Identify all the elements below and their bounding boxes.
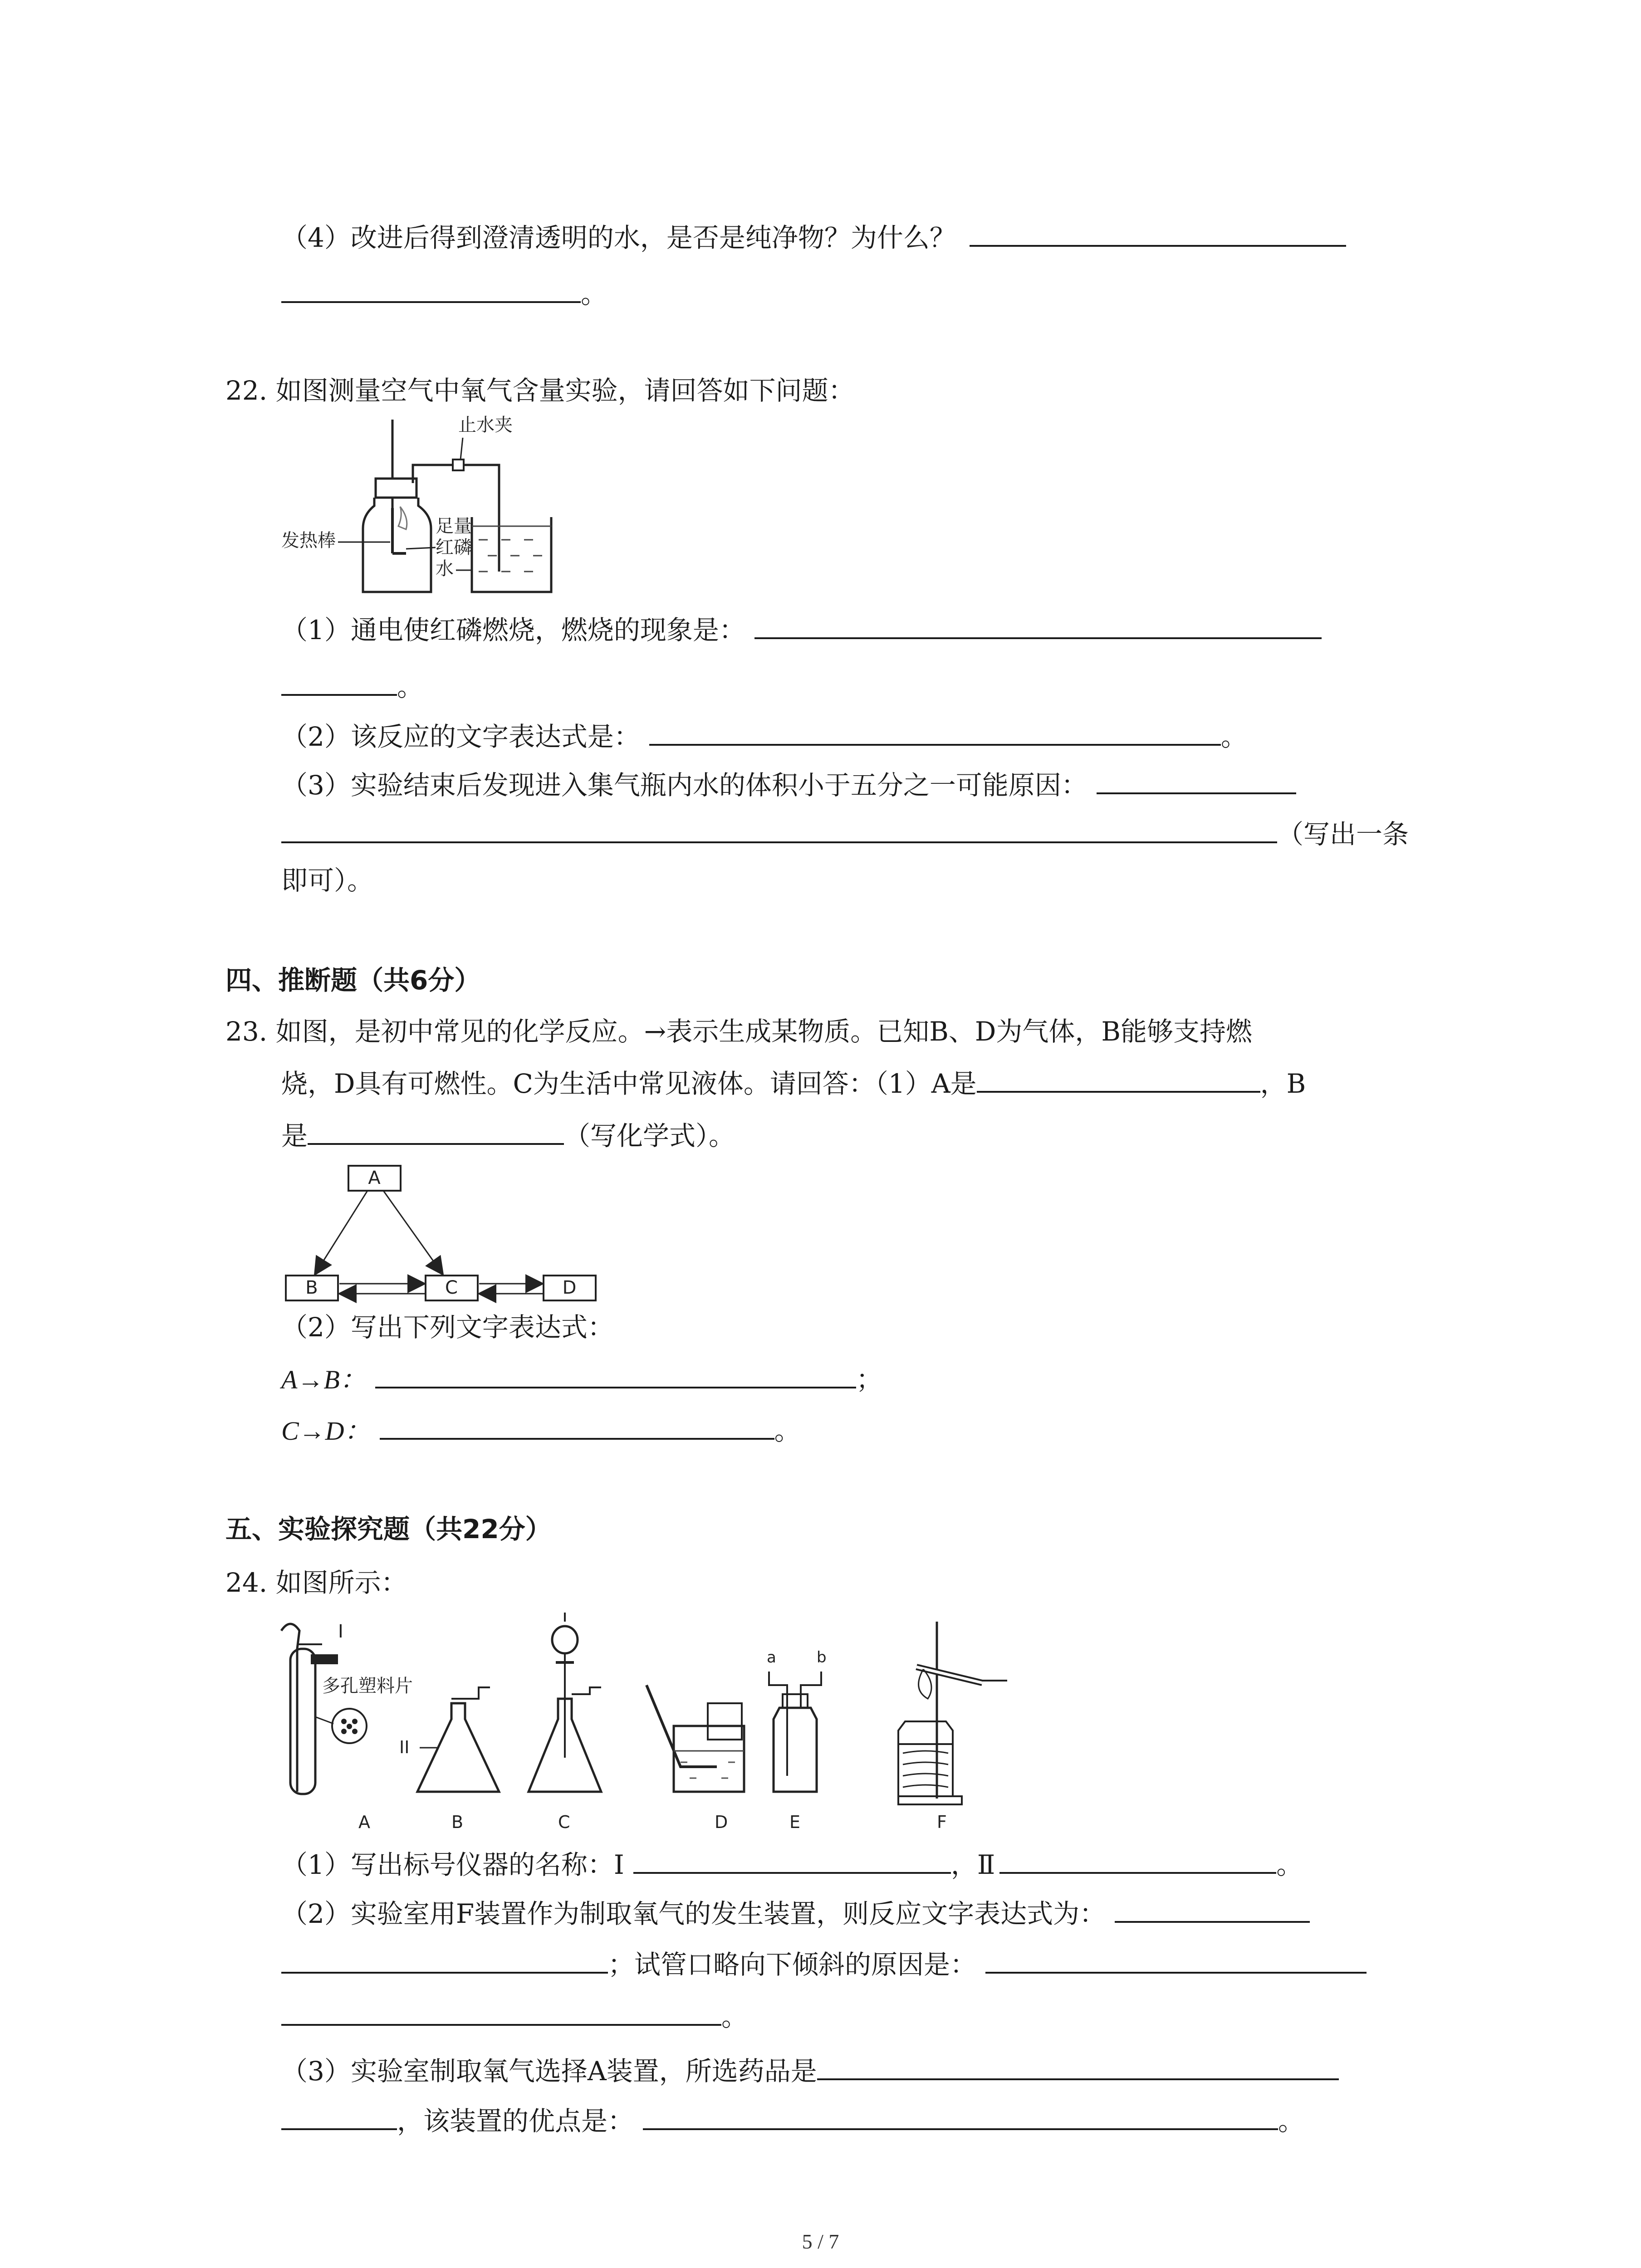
section-5-title: 五、实验探究题（共22分）	[225, 1514, 552, 1545]
q22-sub1	[281, 614, 1322, 646]
q22-sub3-blank-2[interactable]	[281, 819, 1277, 843]
q23-cd-end: 。	[774, 1415, 801, 1446]
q23-stem-line3-a: 是	[281, 1120, 308, 1151]
q24-sub3	[281, 2055, 1339, 2087]
q22-sub1-cont	[281, 670, 423, 703]
q21-sub4	[281, 221, 1346, 254]
q23-ab-blank[interactable]	[375, 1364, 856, 1388]
q24-app-a: A	[358, 1812, 370, 1832]
q24-sub2-end: 。	[721, 2001, 748, 2032]
q23-stem-line2-a: 烧，D具有可燃性。C为生活中常见液体。请回答：（1）A是	[281, 1068, 977, 1099]
q23-stem-line3-b: （写化学式）。	[564, 1120, 735, 1151]
q22-sub2-text: （2）该反应的文字表达式是：	[281, 721, 640, 752]
q24-sub2-blank-3[interactable]	[985, 1949, 1367, 1974]
q22-sub3-end: 即可）。	[281, 865, 374, 896]
q23-ab-end: ；	[856, 1364, 882, 1395]
q21-answer-blank-1[interactable]	[970, 222, 1346, 247]
page-number: 5 / 7	[802, 2230, 839, 2253]
q21-answer-blank-2[interactable]	[281, 279, 581, 303]
q24-sub1-text: （1）写出标号仪器的名称：Ⅰ	[281, 1849, 624, 1880]
q24-sub2-blank-4[interactable]	[281, 2001, 721, 2026]
q22-sub3-cont	[281, 818, 1409, 850]
q22-sub2-end: 。	[1220, 721, 1247, 752]
q24-label-a: a	[767, 1648, 776, 1667]
q22-label-rod: 发热棒	[281, 530, 336, 551]
q24-sub3-blank-3[interactable]	[643, 2106, 1278, 2130]
q23-stem-line2	[281, 1067, 1306, 1100]
q22-label-clamp: 止水夹	[458, 415, 513, 435]
q22-oxygen-apparatus-figure	[281, 411, 590, 599]
q23-ab-label: A→B：	[281, 1365, 366, 1394]
q21-end-mark: 。	[581, 279, 607, 309]
q24-sub1-blank-1[interactable]	[633, 1849, 951, 1874]
q24-sub1-blank-2[interactable]	[999, 1849, 1276, 1874]
q21-sub4-text: （4）改进后得到澄清透明的水，是否是纯净物？为什么？	[281, 222, 956, 253]
q24-sub1-end: 。	[1276, 1849, 1303, 1880]
q22-label-water: 水	[436, 558, 454, 579]
q22-sub2	[281, 720, 1247, 753]
q23-reaction-diagram	[281, 1161, 608, 1311]
q23-box-b: B	[305, 1277, 318, 1298]
q24-label-plate: 多孔塑料片	[322, 1676, 413, 1696]
q24-app-d: D	[715, 1812, 728, 1832]
q22-sub3-tail: （写出一条	[1277, 819, 1409, 850]
q22-sub1-blank-2[interactable]	[281, 671, 397, 696]
q24-label-b: b	[817, 1648, 827, 1667]
q24-app-e: E	[789, 1812, 801, 1832]
q24-app-f: F	[937, 1812, 947, 1832]
q24-sub2-text: （2）实验室用F装置作为制取氧气的发生装置，则反应文字表达式为：	[281, 1898, 1106, 1929]
q23-stem-line1: 23. 如图，是初中常见的化学反应。→表示生成某物质。已知B、D为气体，B能够支持燃	[225, 1016, 1253, 1047]
q22-stem: 22. 如图测量空气中氧气含量实验，请回答如下问题：	[225, 375, 855, 406]
q24-app-b: B	[451, 1812, 464, 1832]
q22-sub1-text: （1）通电使红磷燃烧，燃烧的现象是：	[281, 615, 745, 645]
q24-label-two: II	[399, 1737, 410, 1757]
q24-sub2-cont2	[281, 2000, 748, 2033]
q23-stem-line2-b: ，B	[1260, 1068, 1306, 1099]
q24-sub2	[281, 1897, 1310, 1930]
q22-sub1-blank[interactable]	[754, 615, 1322, 639]
q22-sub3	[281, 769, 1296, 802]
q22-label-amount: 足量	[436, 516, 472, 537]
q24-sub1	[281, 1848, 1303, 1881]
q23-b-blank[interactable]	[308, 1120, 564, 1145]
q22-sub1-end: 。	[397, 671, 424, 702]
q22-sub2-blank[interactable]	[649, 721, 1221, 746]
q23-box-c: C	[445, 1277, 458, 1298]
q22-sub3-blank[interactable]	[1097, 770, 1296, 794]
q24-sub2-blank-1[interactable]	[1115, 1898, 1310, 1923]
q24-apparatus-figure	[272, 1613, 1053, 1839]
q23-stem-line3	[281, 1119, 735, 1152]
q22-sub3-text: （3）实验结束后发现进入集气瓶内水的体积小于五分之一可能原因：	[281, 770, 1087, 801]
q21-sub4-cont	[281, 278, 607, 310]
q23-ab	[281, 1363, 882, 1396]
q24-sub2-cont	[281, 1948, 1367, 1981]
q23-cd	[281, 1414, 801, 1447]
q24-sub3-blank-1[interactable]	[817, 2056, 1339, 2080]
q24-sub1-mid: ，Ⅱ	[950, 1849, 995, 1880]
q24-stem: 24. 如图所示：	[225, 1567, 407, 1598]
q24-app-c: C	[558, 1812, 570, 1832]
q23-cd-blank[interactable]	[380, 1415, 774, 1440]
q24-sub2-blank-2[interactable]	[281, 1949, 608, 1974]
q23-a-blank[interactable]	[977, 1068, 1260, 1093]
section-4-title: 四、推断题（共6分）	[225, 965, 481, 996]
q24-sub3-cont	[281, 2105, 1304, 2137]
q24-sub2-mid: ；试管口略向下倾斜的原因是：	[608, 1949, 977, 1980]
q23-box-a: A	[368, 1168, 381, 1188]
q23-box-d: D	[562, 1277, 577, 1298]
q24-label-one: I	[338, 1621, 343, 1642]
q23-cd-label: C→D：	[281, 1416, 371, 1446]
q23-sub2: （2）写出下列文字表达式：	[281, 1312, 614, 1343]
q22-label-phosphorus: 红磷	[436, 537, 472, 558]
q24-sub3-end: 。	[1278, 2106, 1305, 2136]
q24-sub3-mid: ，该装置的优点是：	[397, 2106, 634, 2136]
q24-sub3-blank-2[interactable]	[281, 2106, 397, 2130]
q24-sub3-text: （3）实验室制取氧气选择A装置，所选药品是	[281, 2056, 817, 2087]
